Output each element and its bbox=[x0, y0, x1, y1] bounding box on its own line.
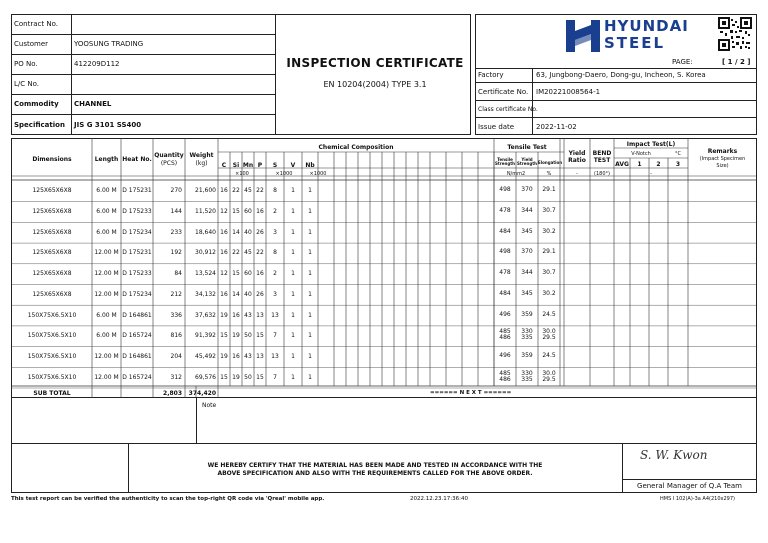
row-dimensions: 125X65X6X8 bbox=[32, 249, 72, 257]
row-chem-value: 60 bbox=[244, 270, 252, 278]
row-tensile-strength: 478 bbox=[499, 207, 511, 215]
issue-date-value: 2022-11-02 bbox=[536, 123, 577, 131]
row-chem-value: 19 bbox=[220, 352, 228, 360]
row-chem-value: 1 bbox=[291, 311, 295, 319]
page-label: PAGE: bbox=[672, 58, 693, 66]
row-chem-value: 40 bbox=[244, 290, 252, 298]
row-dimensions: 150X75X6.5X10 bbox=[27, 373, 77, 381]
chem-multiplier-1000: ×1000 bbox=[275, 171, 293, 177]
row-tensile-strength: 478 bbox=[499, 269, 511, 277]
row-chem-value: 1 bbox=[308, 249, 312, 257]
row-quantity: 192 bbox=[170, 249, 182, 257]
po-label: PO No. bbox=[14, 60, 38, 68]
chem-element-header: Mn bbox=[242, 162, 254, 169]
next-page-marker: ====== N E X T ====== bbox=[430, 390, 512, 396]
row-dimensions: 125X65X6X8 bbox=[32, 208, 72, 216]
row-chem-value: 16 bbox=[220, 249, 228, 257]
company-name-line2: STEEL bbox=[604, 34, 666, 52]
document-subtitle: EN 10204(2004) TYPE 3.1 bbox=[323, 80, 427, 89]
row-chem-value: 19 bbox=[232, 373, 240, 381]
row-chem-value: 13 bbox=[271, 311, 279, 319]
impact-test-header: Impact Test(L) bbox=[626, 141, 676, 148]
row-length: 6.00 M bbox=[96, 187, 117, 195]
yield-strength-header: Yield Strength bbox=[517, 157, 537, 166]
row-elongation: 24.5 bbox=[542, 310, 556, 318]
row-yield-strength: 335 bbox=[521, 334, 533, 342]
row-yield-strength: 345 bbox=[521, 289, 533, 297]
degc-label: °C bbox=[675, 151, 681, 157]
col-quantity-unit: (PCS) bbox=[160, 160, 178, 167]
row-chem-value: 50 bbox=[244, 373, 252, 381]
form-code: HMS I 102(A)-3a A4(210x297) bbox=[660, 496, 735, 502]
chem-element-header: S bbox=[272, 162, 278, 169]
yield-ratio-unit: - bbox=[576, 171, 578, 177]
row-heat-no: D 164861 bbox=[122, 311, 152, 319]
row-chem-value: 16 bbox=[256, 208, 264, 216]
row-chem-value: 1 bbox=[308, 208, 312, 216]
row-chem-value: 22 bbox=[256, 249, 264, 257]
row-chem-value: 1 bbox=[308, 187, 312, 195]
row-tensile-strength: 484 bbox=[499, 227, 511, 235]
row-chem-value: 8 bbox=[273, 187, 277, 195]
chem-multiplier-1000: ×1000 bbox=[309, 171, 327, 177]
row-chem-value: 1 bbox=[291, 228, 295, 236]
v-notch-label: V-Notch bbox=[631, 151, 651, 157]
row-chem-value: 1 bbox=[291, 352, 295, 360]
spec-label: Specification bbox=[14, 121, 65, 129]
row-heat-no: D 175231 bbox=[122, 249, 152, 257]
chem-multiplier-100: ×100 bbox=[235, 171, 249, 177]
signer-title: General Manager of Q.A Team bbox=[637, 482, 742, 490]
row-heat-no: D 165724 bbox=[122, 332, 152, 340]
row-chem-value: 16 bbox=[232, 352, 240, 360]
row-chem-value: 43 bbox=[244, 311, 252, 319]
subtotal-weight: 374,420 bbox=[188, 390, 216, 397]
row-dimensions: 125X65X6X8 bbox=[32, 228, 72, 236]
row-weight: 11,520 bbox=[195, 208, 216, 216]
row-chem-value: 1 bbox=[308, 332, 312, 340]
row-dimensions: 125X65X6X8 bbox=[32, 290, 72, 298]
row-chem-value: 1 bbox=[291, 270, 295, 278]
row-elongation: 24.5 bbox=[542, 351, 556, 359]
factory-label: Factory bbox=[478, 71, 504, 79]
row-yield-strength: 330 bbox=[521, 369, 533, 377]
row-elongation: 30.7 bbox=[542, 269, 556, 277]
chem-element-header: V bbox=[290, 162, 296, 169]
row-tensile-strength: 486 bbox=[499, 334, 511, 342]
row-tensile-strength: 485 bbox=[499, 369, 511, 377]
row-chem-value: 1 bbox=[308, 270, 312, 278]
row-chem-value: 8 bbox=[273, 249, 277, 257]
row-quantity: 204 bbox=[170, 352, 182, 360]
row-chem-value: 43 bbox=[244, 352, 252, 360]
row-yield-strength: 359 bbox=[521, 310, 533, 318]
row-yield-strength: 344 bbox=[521, 269, 533, 277]
note-box bbox=[11, 398, 757, 444]
row-heat-no: D 175231 bbox=[122, 187, 152, 195]
row-yield-strength: 370 bbox=[521, 186, 533, 194]
row-chem-value: 1 bbox=[291, 208, 295, 216]
subtotal-quantity: 2,803 bbox=[163, 390, 182, 397]
tensile-unit: N/mm2 bbox=[506, 171, 526, 177]
yield-ratio-header-2: Ratio bbox=[568, 157, 586, 164]
chem-element-header: P bbox=[257, 162, 263, 169]
row-weight: 91,392 bbox=[195, 332, 216, 340]
row-weight: 45,492 bbox=[195, 352, 216, 360]
row-chem-value: 16 bbox=[232, 311, 240, 319]
col-heat-header: Heat No. bbox=[122, 156, 152, 163]
spec-value: JIS G 3101 SS400 bbox=[74, 121, 142, 129]
row-tensile-strength: 498 bbox=[499, 248, 511, 256]
row-heat-no: D 175234 bbox=[122, 228, 152, 236]
row-chem-value: 12 bbox=[220, 208, 228, 216]
divider bbox=[196, 398, 197, 444]
row-tensile-strength: 496 bbox=[499, 310, 511, 318]
col-quantity-header: Quantity bbox=[154, 152, 184, 159]
row-length: 6.00 M bbox=[96, 311, 117, 319]
row-chem-value: 7 bbox=[273, 332, 277, 340]
row-chem-value: 3 bbox=[273, 228, 277, 236]
tensile-strength-header: Tensile Strength bbox=[495, 157, 515, 166]
row-chem-value: 19 bbox=[220, 311, 228, 319]
signature: S. W. Kwon bbox=[640, 448, 708, 462]
impact-2-header: 2 bbox=[656, 161, 661, 168]
row-chem-value: 15 bbox=[220, 373, 228, 381]
row-chem-value: 16 bbox=[220, 290, 228, 298]
row-chem-value: 45 bbox=[244, 187, 252, 195]
row-weight: 13,524 bbox=[195, 270, 216, 278]
col-length-header: Length bbox=[94, 156, 119, 163]
row-chem-value: 40 bbox=[244, 228, 252, 236]
col-dimensions-header: Dimensions bbox=[32, 156, 72, 163]
row-chem-value: 16 bbox=[220, 187, 228, 195]
subtotal-label: SUB TOTAL bbox=[33, 390, 71, 397]
certify-statement-line1: WE HEREBY CERTIFY THAT THE MATERIAL HAS BEEN MADE AND TESTED IN ACCORDANCE WITH THE bbox=[207, 462, 543, 469]
chem-element-header: Si bbox=[232, 162, 240, 169]
customer-value: YOOSUNG TRADING bbox=[74, 40, 144, 48]
row-yield-strength: 345 bbox=[521, 227, 533, 235]
row-elongation: 29.1 bbox=[542, 186, 556, 194]
issue-date-label: Issue date bbox=[478, 123, 515, 131]
row-chem-value: 45 bbox=[244, 249, 252, 257]
row-chem-value: 15 bbox=[256, 373, 264, 381]
row-tensile-strength: 485 bbox=[499, 328, 511, 336]
row-chem-value: 2 bbox=[273, 270, 277, 278]
row-chem-value: 15 bbox=[232, 270, 240, 278]
row-dimensions: 150X75X6.5X10 bbox=[27, 332, 77, 340]
row-weight: 18,640 bbox=[195, 228, 216, 236]
row-elongation: 30.7 bbox=[542, 207, 556, 215]
row-heat-no: D 175234 bbox=[122, 290, 152, 298]
company-name-line1: HYUNDAI bbox=[604, 17, 689, 35]
bend-test-header-2: TEST bbox=[593, 157, 611, 164]
customer-label: Customer bbox=[14, 40, 49, 48]
row-quantity: 816 bbox=[170, 332, 182, 340]
document-title: INSPECTION CERTIFICATE bbox=[286, 56, 464, 70]
commodity-value: CHANNEL bbox=[74, 100, 112, 108]
tensile-test-header: Tensile Test bbox=[507, 144, 547, 151]
row-chem-value: 3 bbox=[273, 290, 277, 298]
row-chem-value: 16 bbox=[256, 270, 264, 278]
row-chem-value: 1 bbox=[308, 228, 312, 236]
row-weight: 37,632 bbox=[195, 311, 216, 319]
remarks-subheader: (Impact Specimen bbox=[699, 156, 746, 162]
row-length: 12.00 M bbox=[94, 352, 119, 360]
row-chem-value: 1 bbox=[308, 352, 312, 360]
row-elongation: 30.2 bbox=[542, 289, 556, 297]
class-cert-label: Class certificate No. bbox=[478, 106, 538, 113]
row-chem-value: 13 bbox=[256, 311, 264, 319]
row-heat-no: D 165724 bbox=[122, 373, 152, 381]
row-chem-value: 1 bbox=[308, 290, 312, 298]
row-chem-value: 60 bbox=[244, 208, 252, 216]
row-weight: 21,600 bbox=[195, 187, 216, 195]
row-yield-strength: 370 bbox=[521, 248, 533, 256]
row-quantity: 144 bbox=[170, 208, 182, 216]
row-weight: 69,576 bbox=[195, 373, 216, 381]
row-yield-strength: 330 bbox=[521, 328, 533, 336]
row-quantity: 84 bbox=[174, 270, 182, 278]
row-length: 6.00 M bbox=[96, 208, 117, 216]
row-chem-value: 26 bbox=[256, 290, 264, 298]
note-label: Note bbox=[202, 402, 217, 409]
contract-label: Contract No. bbox=[14, 20, 58, 28]
cert-no-label: Certificate No. bbox=[478, 88, 529, 96]
row-yield-strength: 359 bbox=[521, 351, 533, 359]
row-chem-value: 15 bbox=[220, 332, 228, 340]
row-length: 12.00 M bbox=[94, 290, 119, 298]
impact-1-header: 1 bbox=[637, 161, 642, 168]
row-length: 12.00 M bbox=[94, 270, 119, 278]
row-chem-value: 1 bbox=[291, 373, 295, 381]
row-weight: 30,912 bbox=[195, 249, 216, 257]
row-weight: 34,132 bbox=[195, 290, 216, 298]
impact-unit: - bbox=[650, 171, 652, 177]
row-tensile-strength: 496 bbox=[499, 351, 511, 359]
impact-avg-header: AVG bbox=[615, 161, 629, 168]
row-length: 12.00 M bbox=[94, 373, 119, 381]
row-quantity: 212 bbox=[170, 290, 182, 298]
page-number: [ 1 / 2 ] bbox=[722, 58, 751, 66]
row-quantity: 336 bbox=[170, 311, 182, 319]
row-chem-value: 22 bbox=[256, 187, 264, 195]
bend-test-header: BEND bbox=[592, 150, 612, 157]
row-heat-no: D 164861 bbox=[122, 352, 152, 360]
row-chem-value: 26 bbox=[256, 228, 264, 236]
row-quantity: 233 bbox=[170, 228, 182, 236]
row-dimensions: 125X65X6X8 bbox=[32, 187, 72, 195]
remarks-header: Remarks bbox=[707, 148, 738, 155]
row-chem-value: 13 bbox=[271, 352, 279, 360]
row-elongation: 30.0 bbox=[542, 328, 556, 336]
chemical-composition-header: Chemical Composition bbox=[318, 144, 394, 151]
row-tensile-strength: 498 bbox=[499, 186, 511, 194]
row-chem-value: 1 bbox=[291, 290, 295, 298]
row-dimensions: 150X75X6.5X10 bbox=[27, 311, 77, 319]
remarks-subheader-2: Size) bbox=[716, 163, 729, 169]
row-elongation: 29.5 bbox=[542, 375, 556, 383]
row-dimensions: 150X75X6.5X10 bbox=[27, 352, 77, 360]
divider bbox=[128, 444, 129, 493]
row-heat-no: D 175233 bbox=[122, 208, 152, 216]
certify-statement-line2: ABOVE SPECIFICATION AND ALSO WITH THE REQUIREMENTS CALLED FOR THE ABOVE ORDER. bbox=[217, 470, 533, 477]
row-chem-value: 16 bbox=[220, 228, 228, 236]
row-chem-value: 13 bbox=[256, 352, 264, 360]
col-weight-header: Weight bbox=[189, 152, 214, 159]
row-chem-value: 50 bbox=[244, 332, 252, 340]
po-value: 412209D112 bbox=[74, 60, 120, 68]
row-chem-value: 14 bbox=[232, 228, 240, 236]
row-tensile-strength: 486 bbox=[499, 375, 511, 383]
row-quantity: 270 bbox=[170, 187, 182, 195]
row-quantity: 312 bbox=[170, 373, 182, 381]
row-chem-value: 1 bbox=[291, 332, 295, 340]
verify-note: This test report can be verified the authenticity to scan the top-right QR code via 'Qreal' mobile app. bbox=[11, 496, 325, 502]
row-heat-no: D 175233 bbox=[122, 270, 152, 278]
chem-element-header: C bbox=[221, 162, 227, 169]
divider bbox=[622, 479, 757, 480]
factory-value: 63, Jungbong-Daero, Dong-gu, Incheon, S. Korea bbox=[536, 71, 706, 79]
commodity-label: Commodity bbox=[14, 100, 59, 108]
col-weight-unit: (kg) bbox=[195, 160, 208, 167]
row-yield-strength: 335 bbox=[521, 375, 533, 383]
bend-test-unit: (180°) bbox=[594, 171, 610, 177]
row-length: 12.00 M bbox=[94, 249, 119, 257]
row-dimensions: 125X65X6X8 bbox=[32, 270, 72, 278]
elongation-header: Elongation bbox=[538, 160, 563, 165]
row-yield-strength: 344 bbox=[521, 207, 533, 215]
row-length: 6.00 M bbox=[96, 332, 117, 340]
chem-element-header: Nb bbox=[305, 162, 315, 169]
row-chem-value: 15 bbox=[256, 332, 264, 340]
impact-3-header: 3 bbox=[675, 161, 681, 168]
row-tensile-strength: 484 bbox=[499, 289, 511, 297]
row-chem-value: 1 bbox=[308, 373, 312, 381]
row-chem-value: 14 bbox=[232, 290, 240, 298]
row-chem-value: 1 bbox=[291, 187, 295, 195]
row-chem-value: 7 bbox=[273, 373, 277, 381]
cert-no-value: IM20221008564-1 bbox=[536, 88, 601, 96]
row-chem-value: 15 bbox=[232, 208, 240, 216]
row-chem-value: 19 bbox=[232, 332, 240, 340]
row-chem-value: 2 bbox=[273, 208, 277, 216]
yield-ratio-header: Yield bbox=[568, 150, 586, 157]
row-chem-value: 1 bbox=[308, 311, 312, 319]
row-elongation: 29.1 bbox=[542, 248, 556, 256]
lc-label: L/C No. bbox=[14, 80, 39, 88]
row-chem-value: 12 bbox=[220, 270, 228, 278]
print-timestamp: 2022.12.23.17:36:40 bbox=[410, 496, 468, 502]
row-length: 6.00 M bbox=[96, 228, 117, 236]
row-elongation: 29.5 bbox=[542, 334, 556, 342]
row-chem-value: 22 bbox=[232, 187, 240, 195]
elongation-unit: % bbox=[546, 171, 552, 177]
row-chem-value: 22 bbox=[232, 249, 240, 257]
row-chem-value: 1 bbox=[291, 249, 295, 257]
row-elongation: 30.2 bbox=[542, 227, 556, 235]
row-elongation: 30.0 bbox=[542, 369, 556, 377]
